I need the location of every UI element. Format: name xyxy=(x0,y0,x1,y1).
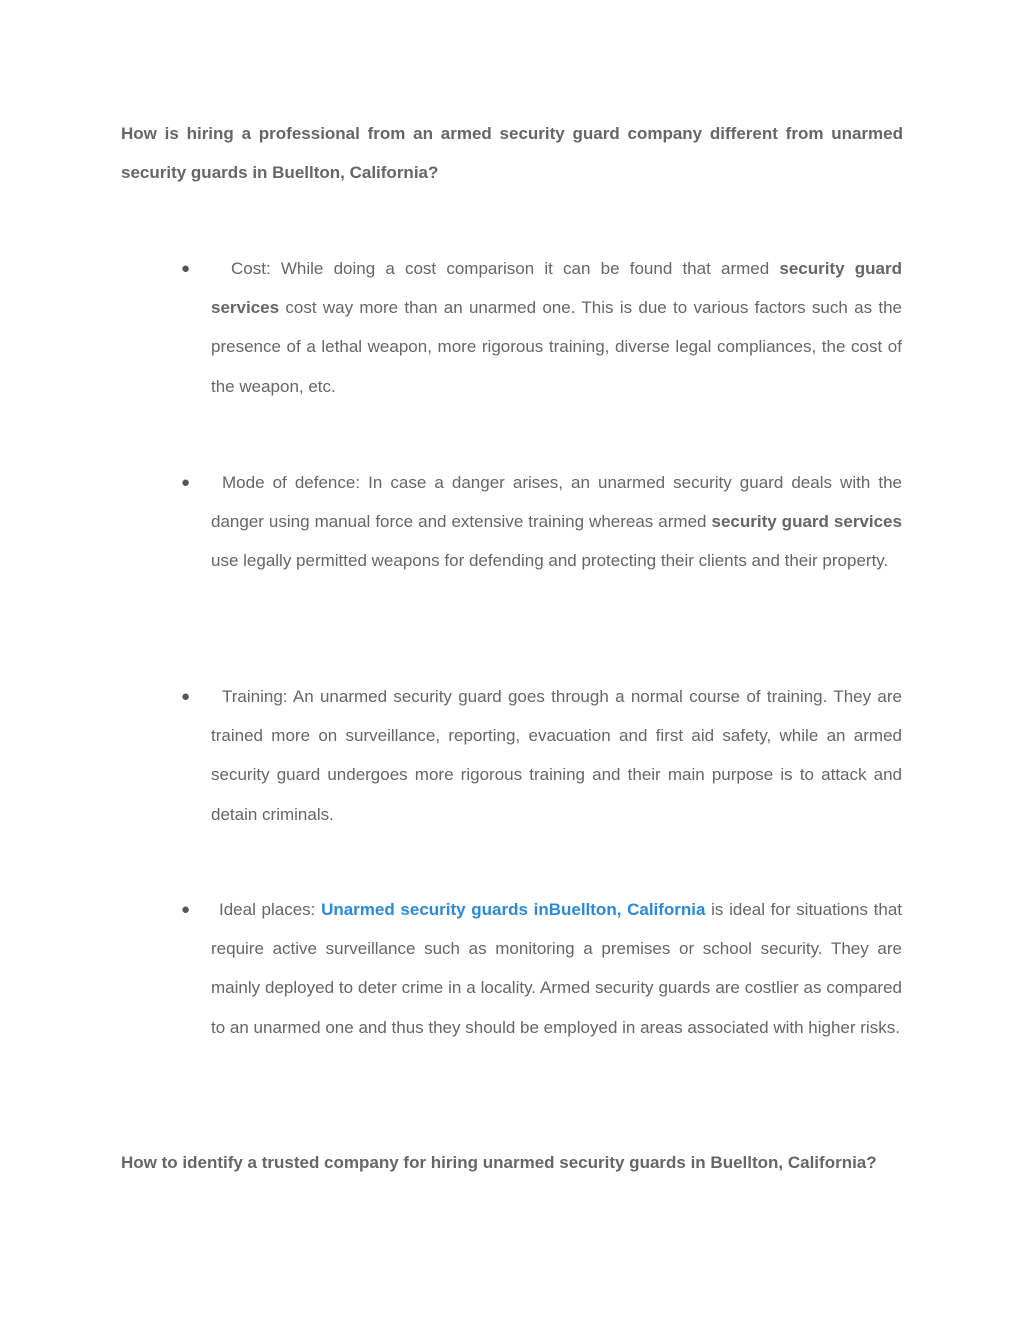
item-text: An unarmed security guard goes through a normal course of training. They are trained more on surveillance, reporting, evacuation and first aid safety, while an armed security guard undergoes more rigorous training and their main purpose is to attack and detain criminals. xyxy=(211,687,902,824)
unarmed-guards-link[interactable]: Unarmed security guards inBuellton, California xyxy=(321,900,706,919)
section-heading-armed-vs-unarmed: How is hiring a professional from an armed security guard company different from unarmed security guards in Buellton, California? xyxy=(121,124,903,182)
item-label: Training: xyxy=(222,687,288,706)
item-bold-text: security guard services xyxy=(211,259,902,318)
item-bold-text: security guard services xyxy=(711,512,902,532)
item-text: While doing a cost comparison it can be found that armed xyxy=(280,259,770,278)
bullet-icon: ● xyxy=(181,901,191,918)
list-item-ideal-places xyxy=(211,890,902,1047)
bullet-icon: ● xyxy=(181,474,191,491)
item-text: use legally permitted weapons for defending and protecting their clients and their property. xyxy=(211,551,889,571)
item-text: cost way more than an unarmed one. This is due to various factors such as the presence of a lethal weapon, more rigorous training, diverse legal compliances, the cost of the weapon, etc. xyxy=(211,298,902,396)
list-item-cost xyxy=(211,249,902,406)
list-item-training xyxy=(211,677,902,834)
item-text: is ideal for situations that require active surveillance such as monitoring a premises or school security. They are mainly deployed to deter crime in a locality. Armed security guards are costlier as compared to an unarmed one and thus they should be employed in areas associated with higher risks. xyxy=(211,900,902,1037)
item-label: Ideal places: xyxy=(219,900,316,919)
bullet-icon: ● xyxy=(181,688,191,705)
item-text: In case a danger arises, an unarmed security guard deals with the danger using manual force and extensive training whereas armed xyxy=(211,473,902,532)
item-label: Cost: xyxy=(231,259,271,278)
bullet-icon: ● xyxy=(181,260,191,277)
list-item-mode-of-defence xyxy=(211,463,902,581)
item-label: Mode of defence: xyxy=(222,473,361,492)
section-heading-trusted-company: How to identify a trusted company for hiring unarmed security guards in Buellton, California? xyxy=(121,1153,877,1172)
